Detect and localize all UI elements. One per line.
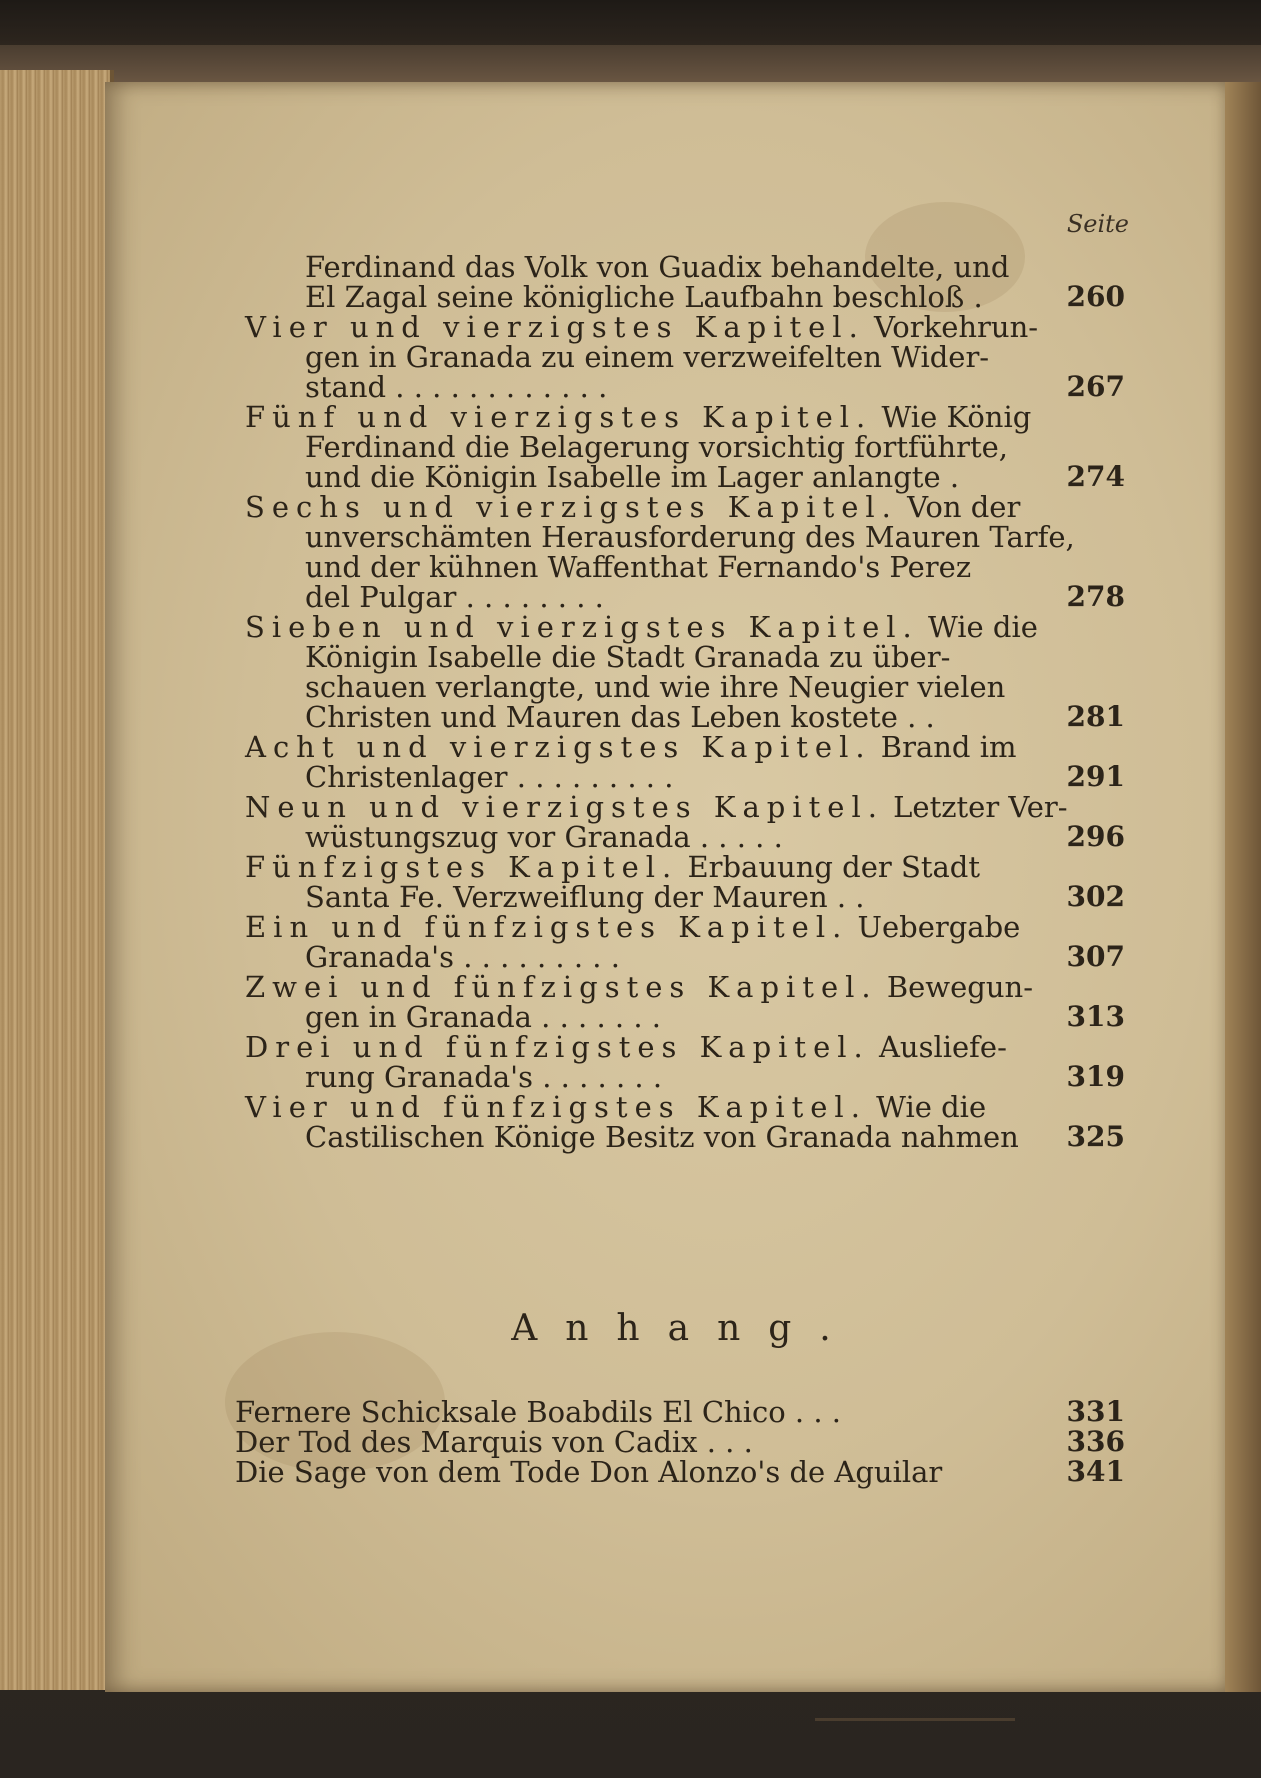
appendix-page-number: 331 [1066,1395,1125,1428]
toc-entry-line: Fünfzigstes Kapitel. Erbauung der Stadt [245,850,980,884]
toc-entry [245,910,1125,974]
toc-page-number: 313 [1066,1000,1125,1033]
toc-entry-line: Vier und vierzigstes Kapitel. Vorkehrun- [245,310,1039,344]
toc-entry-line: schauen verlangte, und wie ihre Neugier vielen [305,670,1006,704]
toc-list [245,250,1125,1154]
toc-page-number: 302 [1066,880,1125,913]
book-page-edges [0,70,114,1690]
toc-page-number: 274 [1066,460,1125,493]
toc-entry-line: Castilischen Könige Besitz von Granada nahmen [305,1120,1019,1154]
toc-entry-line: Zwei und fünfzigstes Kapitel. Bewegun- [245,970,1034,1004]
toc-page-number: 296 [1066,820,1125,853]
toc-entry-line: gen in Granada zu einem verzweifelten Wider- [305,340,990,374]
toc-entry-line: Christen und Mauren das Leben kostete . . [305,700,935,734]
page-right-edge [1225,82,1261,1692]
appendix-list [235,1395,1125,1489]
toc-entry-line: Drei und fünfzigstes Kapitel. Ausliefe- [245,1030,1007,1064]
toc-entry [245,250,1125,314]
toc-entry-line: Sieben und vierzigstes Kapitel. Wie die [245,610,1038,644]
seite-header: Seite [1066,210,1129,238]
appendix-page-number: 341 [1066,1455,1125,1488]
toc-entry-line: Königin Isabelle die Stadt Granada zu über- [305,640,951,674]
appendix-entry-title: Der Tod des Marquis von Cadix . . . [235,1425,753,1459]
appendix-entry-title: Fernere Schicksale Boabdils El Chico . . . [235,1395,841,1429]
toc-page-number: 319 [1066,1060,1125,1093]
toc-entry-line: Sechs und vierzigstes Kapitel. Von der [245,490,1021,524]
toc-entry-line: unverschämten Herausforderung des Mauren Tarfe, [305,520,1075,554]
toc-entry-line: El Zagal seine königliche Laufbahn beschloß . [305,280,983,314]
toc-page-number: 325 [1066,1120,1125,1153]
toc-entry [245,610,1125,734]
toc-entry [245,1030,1125,1094]
toc-entry-line: Fünf und vierzigstes Kapitel. Wie König [245,400,1032,434]
toc-entry-line: Acht und vierzigstes Kapitel. Brand im [245,730,1017,764]
toc-entry-line: Ferdinand die Belagerung vorsichtig fortführte, [305,430,1008,464]
appendix-page-number: 336 [1066,1425,1125,1458]
toc-entry-line: Granada's . . . . . . . . . [305,940,620,974]
anhang-heading: Anhang. [511,1308,859,1349]
toc-entry [245,310,1125,404]
toc-entry-line: und die Königin Isabelle im Lager anlangte . [305,460,960,494]
toc-page-number: 291 [1066,760,1125,793]
toc-entry-line: gen in Granada . . . . . . . [305,1000,661,1034]
closing-rule [815,1718,1015,1721]
appendix-entry [235,1455,1125,1489]
toc-page-number: 278 [1066,580,1125,613]
toc-entry-line: Santa Fe. Verzweiflung der Mauren . . [305,880,865,914]
toc-entry-line: Neun und vierzigstes Kapitel. Letzter Ver- [245,790,1068,824]
toc-entry-line: Vier und fünfzigstes Kapitel. Wie die [245,1090,987,1124]
toc-entry-line: del Pulgar . . . . . . . . [305,580,604,614]
appendix-entry [235,1395,1125,1429]
toc-entry [245,490,1125,614]
appendix-entry-title: Die Sage von dem Tode Don Alonzo's de Aguilar [235,1455,943,1489]
toc-page-number: 307 [1066,940,1125,973]
toc-page-number: 267 [1066,370,1125,403]
toc-entry-line: Ein und fünfzigstes Kapitel. Uebergabe [245,910,1021,944]
toc-entry [245,730,1125,794]
toc-entry-line: Christenlager . . . . . . . . . [305,760,674,794]
toc-entry [245,1090,1125,1154]
appendix-entry [235,1425,1125,1459]
toc-entry [245,850,1125,914]
toc-entry-line: stand . . . . . . . . . . . . [305,370,608,404]
book-top-band [0,45,1261,85]
toc-entry-line: rung Granada's . . . . . . . [305,1060,663,1094]
toc-page-number: 260 [1066,280,1125,313]
toc-entry-line: und der kühnen Waffenthat Fernando's Perez [305,550,972,584]
toc-entry [245,970,1125,1034]
toc-entry-line: Ferdinand das Volk von Guadix behandelte, und [305,250,1010,284]
toc-entry-line: wüstungszug vor Granada . . . . . [305,820,783,854]
toc-entry [245,400,1125,494]
toc-page-number: 281 [1066,700,1125,733]
toc-entry [245,790,1125,854]
